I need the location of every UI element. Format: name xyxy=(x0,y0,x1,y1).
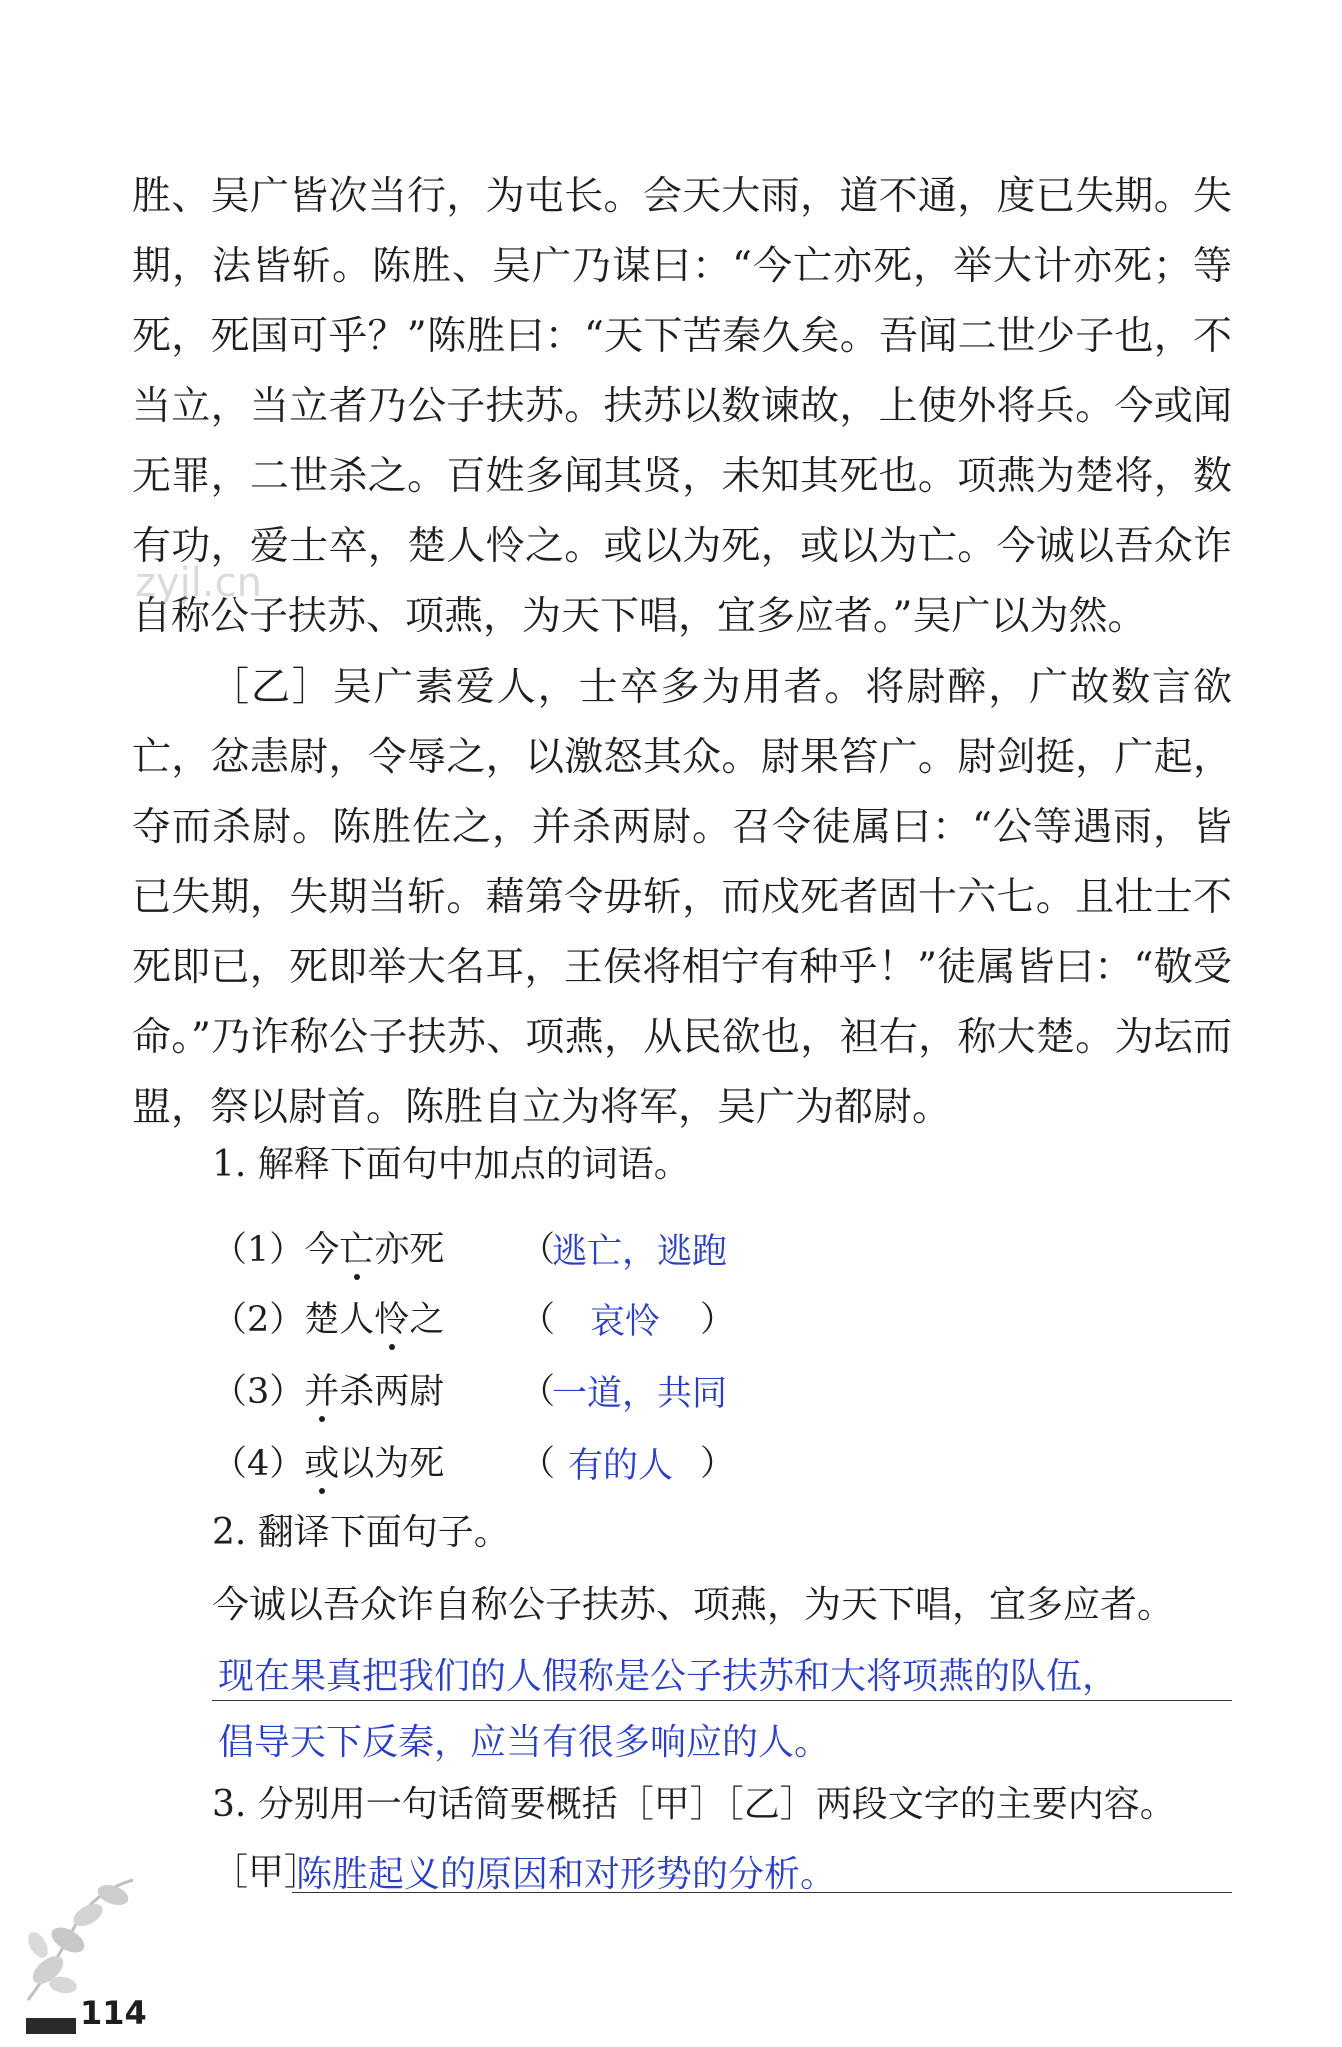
close-paren: ） xyxy=(700,1300,736,1340)
q1-item-label: （3） xyxy=(212,1372,305,1412)
passage-part-yi: ［乙］吴广素爱人，士卒多为用者。将尉醉，广故数言欲亡，忿恚尉，令辱之，以激怒其众。尉果笞广。尉剑挺，广起，夺而杀尉。陈胜佐之，并杀两尉。召令徒属曰：“公等遇雨，皆已失期，失期当斩。藉第令毋斩，而戍死者固十六七。且壮士不死即已，死即举大名耳，王侯将相宁有种乎！”徒属皆曰：“敬受命。”乃诈称公子扶苏、项燕，从民欲也，袒右，称大楚。为坛而盟，祭以尉首。陈胜自立为将军，吴广为都尉。 xyxy=(132,665,1232,1130)
open-paren: （ xyxy=(520,1300,556,1340)
open-paren: （ xyxy=(520,1444,556,1484)
q1-item-post: 以为死 xyxy=(339,1444,445,1484)
close-paren: ） xyxy=(700,1444,736,1484)
leaf-decoration-icon xyxy=(18,1870,148,2010)
answer-text: 有的人 xyxy=(568,1446,674,1486)
dotted-word: 怜 xyxy=(374,1292,409,1342)
answer-text: 一道，共同 xyxy=(552,1374,728,1414)
dotted-word: 并 xyxy=(304,1364,339,1414)
passage-part-jia-continued: 胜、吴广皆次当行，为屯长。会天大雨，道不通，度已失期。失期，法皆斩。陈胜、吴广乃谋曰：“今亡亦死，举大计亦死；等死，死国可乎？”陈胜曰：“天下苦秦久矣。吾闻二世少子也，不当立，当立者乃公子扶苏。扶苏以数谏故，上使外将兵。今或闻无罪，二世杀之。百姓多闻其贤，未知其死也。项燕为楚将，数有功，爱士卒，楚人怜之。或以为死，或以为亡。今诚以吾众诈自称公子扶苏、项燕，为天下唱，宜多应者。”吴广以为然。 xyxy=(132,174,1232,639)
q1-item-pre: 今 xyxy=(304,1230,340,1270)
answer-text: 哀怜 xyxy=(590,1302,661,1342)
q2-answer-line-1: 现在果真把我们的人假称是公子扶苏和大将项燕的队伍， xyxy=(218,1656,1119,1697)
q1-item-post: 杀两尉 xyxy=(339,1372,445,1412)
page-number-bar xyxy=(26,2018,76,2034)
question-3-title: 3. 分别用一句话简要概括［甲］［乙］两段文字的主要内容。 xyxy=(212,1784,1176,1825)
answer-text: 逃亡，逃跑 xyxy=(552,1232,728,1272)
open-paren: （ xyxy=(520,1230,556,1270)
dotted-word: 亡 xyxy=(339,1222,374,1272)
q3-answer-jia: 陈胜起义的原因和对形势的分析。 xyxy=(296,1854,837,1895)
q1-item-label: （4） xyxy=(212,1444,305,1484)
question-2-sentence: 今诚以吾众诈自称公子扶苏、项燕，为天下唱，宜多应者。 xyxy=(212,1583,1174,1626)
dotted-word: 或 xyxy=(304,1436,339,1486)
q1-item-label: （2） xyxy=(212,1300,305,1340)
watermark: zyjl.cn xyxy=(135,560,262,606)
answer-rule xyxy=(292,1892,1232,1893)
question-2-title: 2. 翻译下面句子。 xyxy=(212,1512,510,1553)
answer-rule xyxy=(212,1700,1232,1701)
q1-item-pre: 楚人 xyxy=(304,1300,375,1340)
q3-label-jia: ［甲］ xyxy=(212,1852,321,1893)
q1-item-post: 亦死 xyxy=(374,1230,445,1270)
q1-item-post: 之 xyxy=(409,1300,445,1340)
page-number: 114 xyxy=(80,1994,147,2032)
open-paren: （ xyxy=(520,1372,556,1412)
q1-item-label: （1） xyxy=(212,1230,305,1270)
q2-answer-line-2: 倡导天下反秦，应当有很多响应的人。 xyxy=(218,1722,831,1763)
question-1-title: 1. 解释下面句中加点的词语。 xyxy=(212,1144,690,1185)
